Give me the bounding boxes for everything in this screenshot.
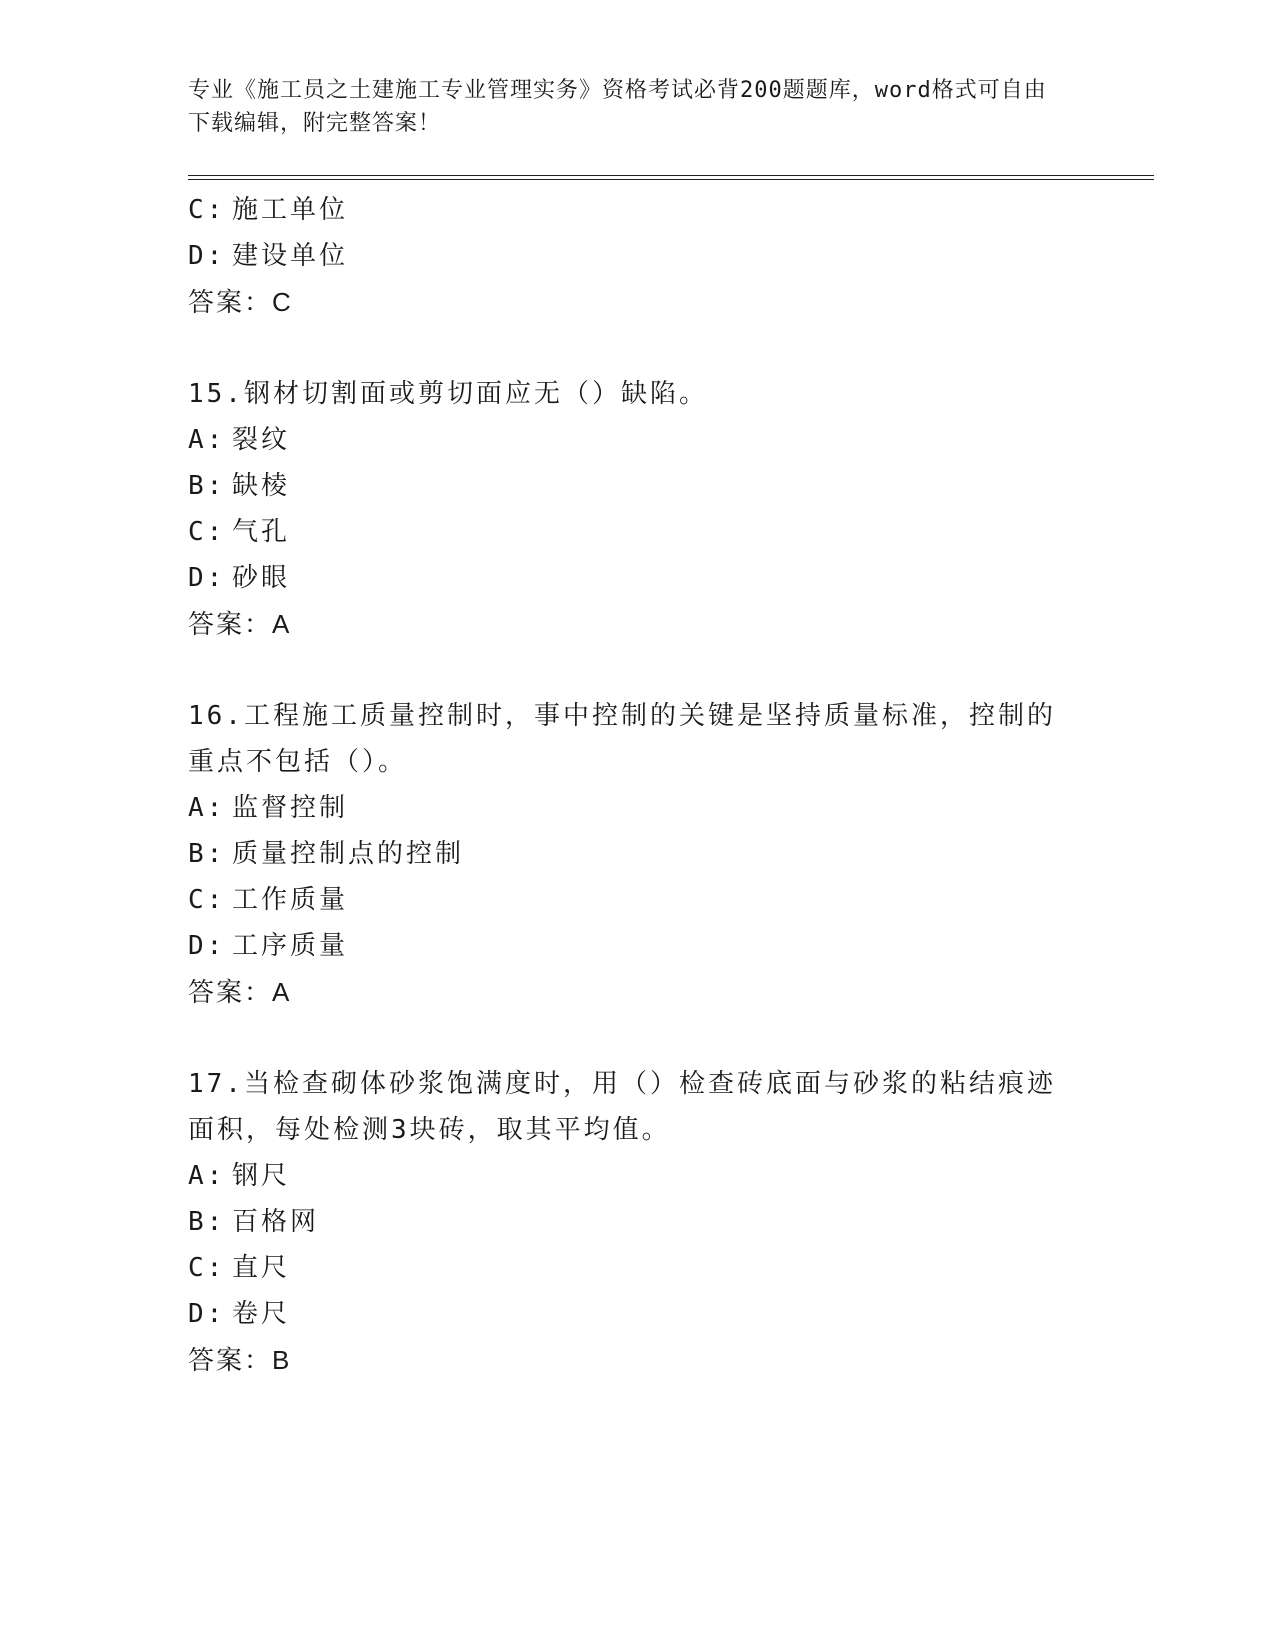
option-c bbox=[188, 509, 1154, 555]
option-b bbox=[188, 1199, 1154, 1245]
option-text: 工作质量 bbox=[232, 885, 349, 915]
question-17 bbox=[188, 1061, 1154, 1383]
option-letter: C: bbox=[188, 195, 226, 225]
option-letter: A: bbox=[188, 793, 226, 823]
option-letter: A: bbox=[188, 1161, 226, 1191]
option-d bbox=[188, 1291, 1154, 1337]
question-stem: 16.工程施工质量控制时，事中控制的关键是坚持质量标准，控制的重点不包括（）。 bbox=[188, 701, 1056, 777]
question-16 bbox=[188, 693, 1154, 1015]
option-text: 砂眼 bbox=[232, 563, 291, 593]
option-letter: D: bbox=[188, 1299, 226, 1329]
option-text: 卷尺 bbox=[232, 1299, 291, 1329]
document-header-note: 专业《施工员之土建施工专业管理实务》资格考试必背200题题库，word格式可自由下载编辑，附完整答案！ bbox=[188, 78, 1047, 136]
question-fragment bbox=[188, 187, 1154, 325]
option-letter: C: bbox=[188, 517, 226, 547]
option-letter: B: bbox=[188, 1207, 226, 1237]
option-text: 建设单位 bbox=[232, 241, 349, 271]
option-letter: B: bbox=[188, 471, 226, 501]
option-letter: D: bbox=[188, 563, 226, 593]
option-b bbox=[188, 831, 1154, 877]
answer-line: 答案：B bbox=[188, 1345, 292, 1375]
option-c bbox=[188, 187, 1154, 233]
option-text: 裂纹 bbox=[232, 425, 291, 455]
option-a bbox=[188, 1153, 1154, 1199]
option-c bbox=[188, 877, 1154, 923]
option-b bbox=[188, 463, 1154, 509]
option-a bbox=[188, 417, 1154, 463]
document-page bbox=[188, 74, 1154, 1383]
option-text: 气孔 bbox=[232, 517, 291, 547]
option-letter: D: bbox=[188, 931, 226, 961]
answer-line: 答案：A bbox=[188, 977, 292, 1007]
option-text: 缺棱 bbox=[232, 471, 291, 501]
option-letter: D: bbox=[188, 241, 226, 271]
question-stem: 17.当检查砌体砂浆饱满度时，用（）检查砖底面与砂浆的粘结痕迹面积，每处检测3块砖，取其平均值。 bbox=[188, 1069, 1056, 1145]
option-text: 监督控制 bbox=[232, 793, 349, 823]
option-c bbox=[188, 1245, 1154, 1291]
question-stem: 15.钢材切割面或剪切面应无（）缺陷。 bbox=[188, 379, 708, 409]
option-letter: B: bbox=[188, 839, 226, 869]
option-letter: C: bbox=[188, 885, 226, 915]
option-text: 百格网 bbox=[232, 1207, 320, 1237]
question-list bbox=[188, 187, 1154, 1383]
option-a bbox=[188, 785, 1154, 831]
option-text: 质量控制点的控制 bbox=[232, 839, 465, 869]
option-text: 工序质量 bbox=[232, 931, 349, 961]
answer-line: 答案：C bbox=[188, 287, 293, 317]
option-letter: A: bbox=[188, 425, 226, 455]
answer-line: 答案：A bbox=[188, 609, 292, 639]
option-text: 直尺 bbox=[232, 1253, 291, 1283]
option-letter: C: bbox=[188, 1253, 226, 1283]
header-divider bbox=[188, 175, 1154, 180]
option-d bbox=[188, 233, 1154, 279]
question-15 bbox=[188, 371, 1154, 647]
option-d bbox=[188, 923, 1154, 969]
option-text: 钢尺 bbox=[232, 1161, 291, 1191]
option-d bbox=[188, 555, 1154, 601]
option-text: 施工单位 bbox=[232, 195, 349, 225]
